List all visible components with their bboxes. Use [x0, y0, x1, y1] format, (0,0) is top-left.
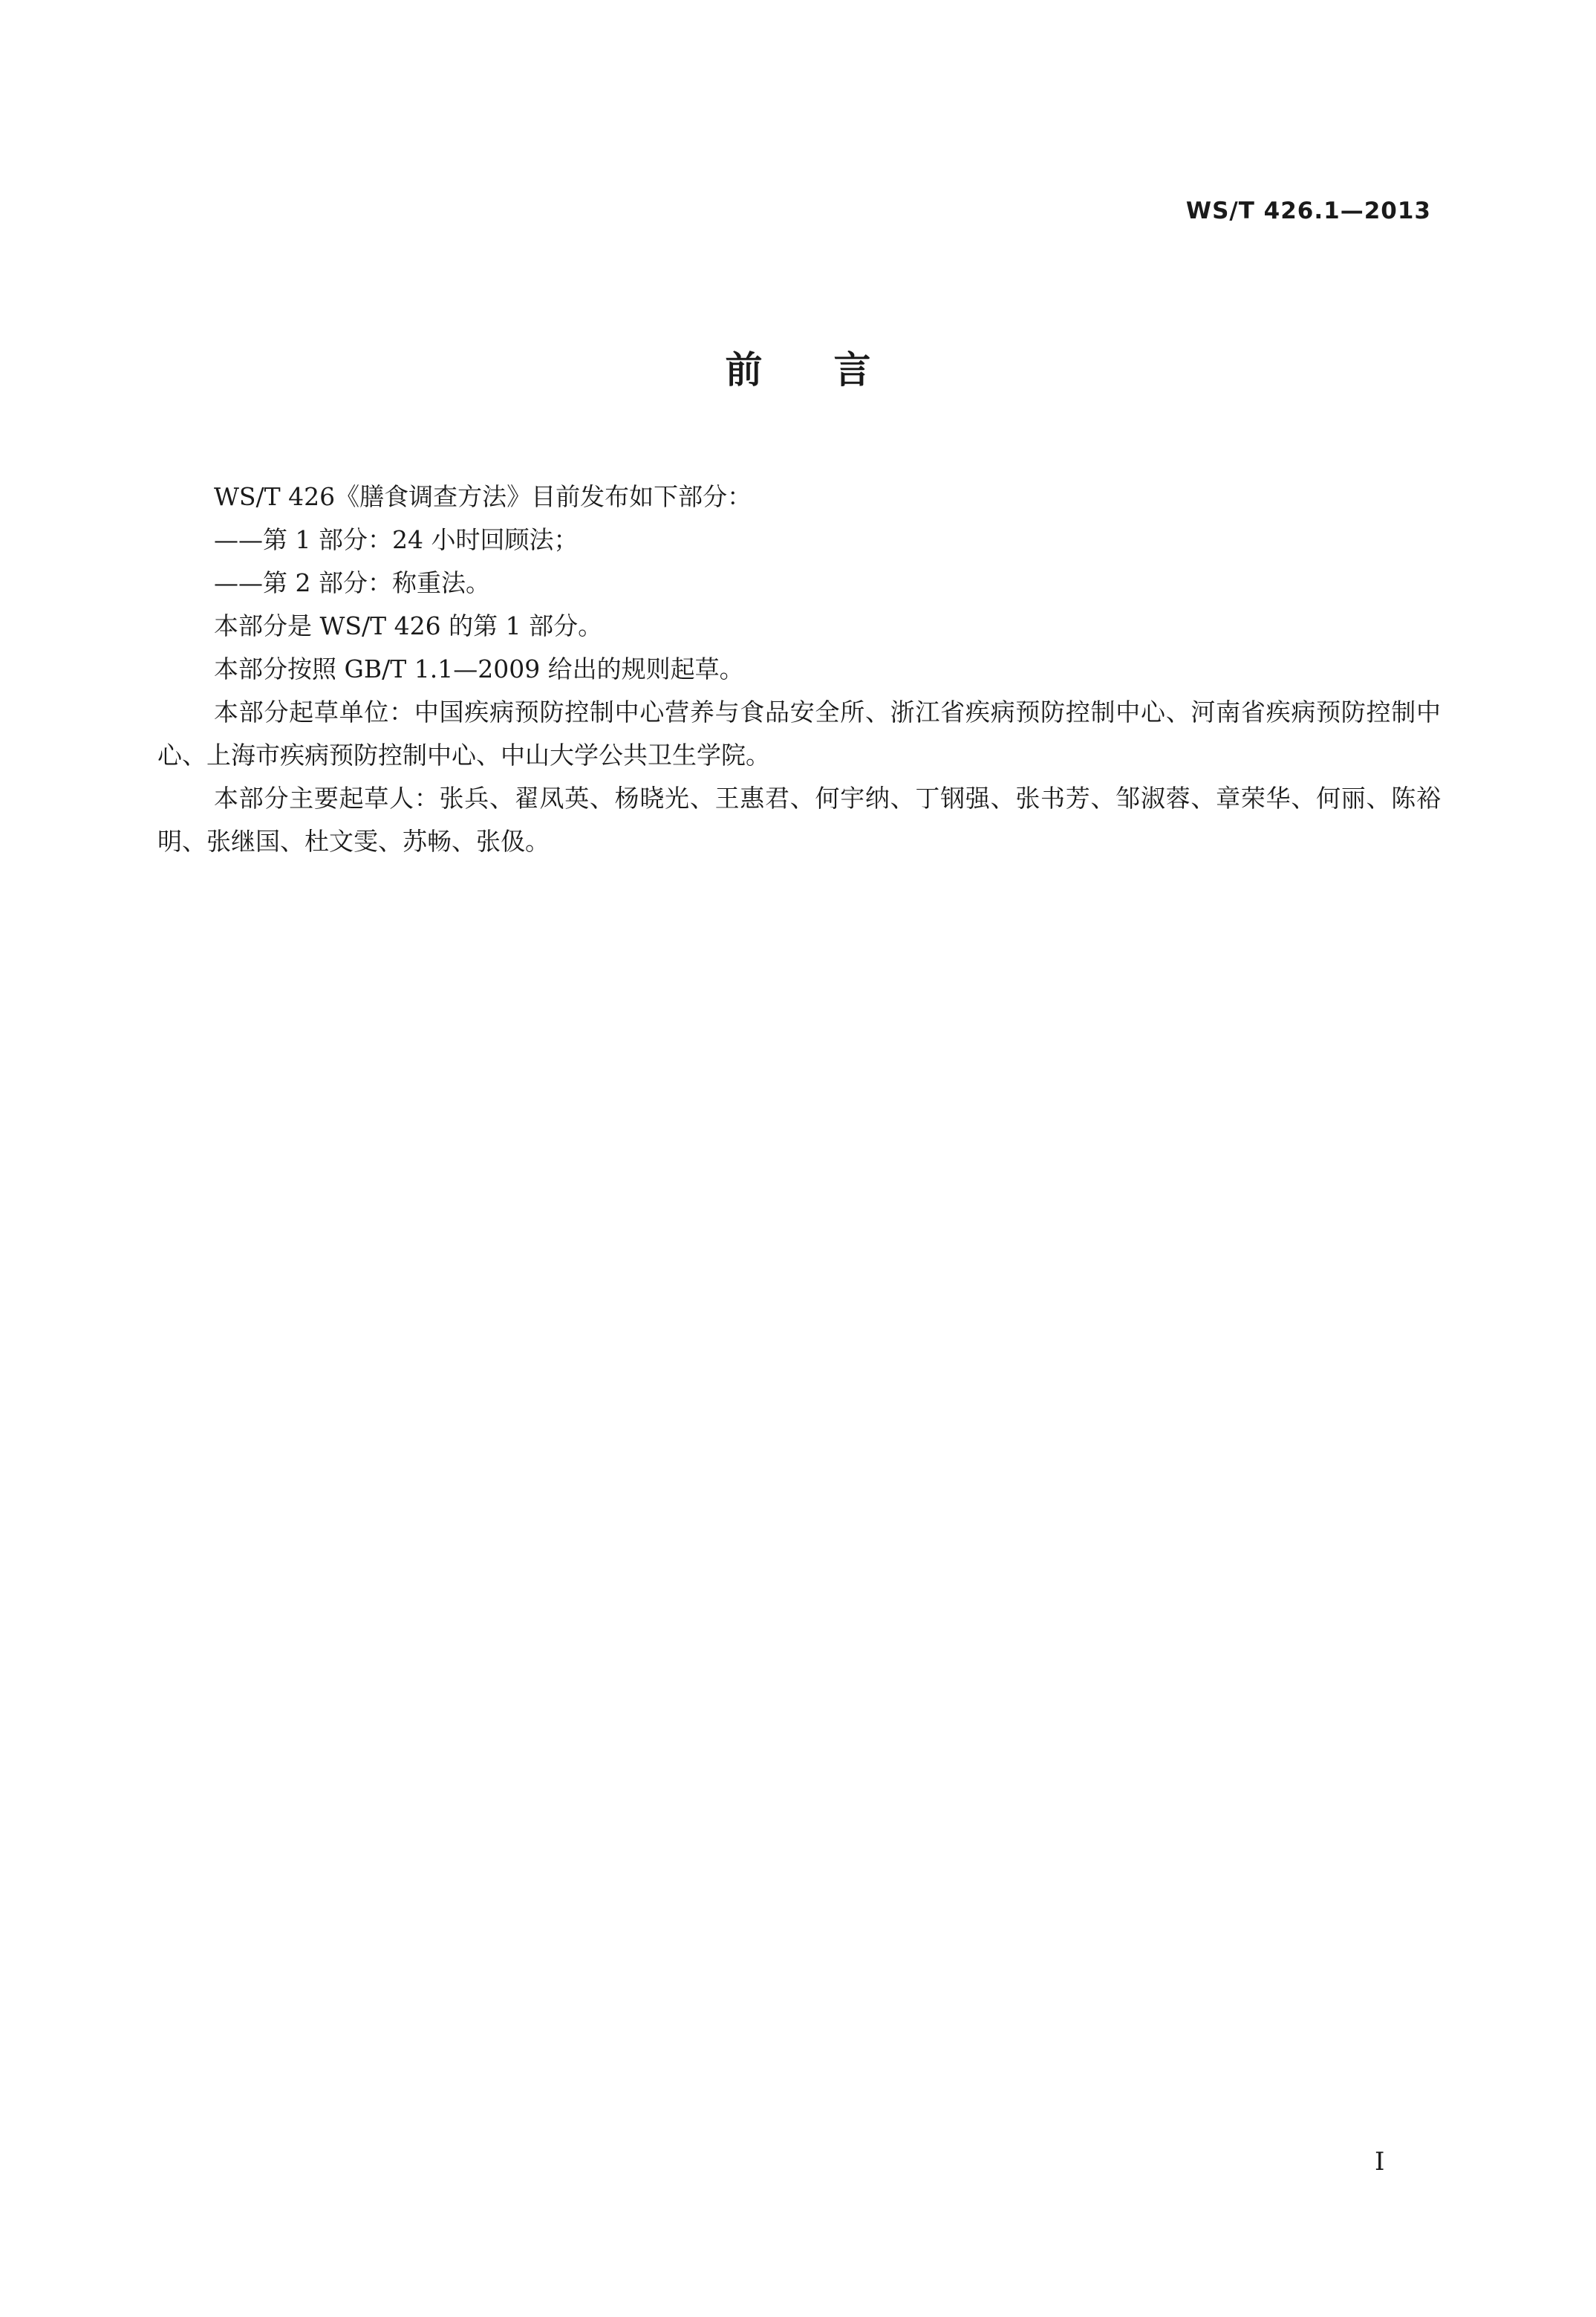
page-title: 前言	[725, 348, 942, 391]
foreword-body	[157, 475, 1441, 863]
paragraph-part-2: ——第 2 部分：称重法。	[214, 568, 490, 597]
paragraph-drafting-units: 本部分起草单位：中国疾病预防控制中心营养与食品安全所、浙江省疾病预防控制中心、河南省疾病预防控制中心、上海市疾病预防控制中心、中山大学公共卫生学院。	[157, 698, 1441, 770]
standard-code: WS/T 426.1—2013	[1185, 198, 1431, 224]
paragraph-parts-intro: WS/T 426《膳食调查方法》目前发布如下部分：	[214, 482, 752, 511]
paragraph-part-1: ——第 1 部分：24 小时回顾法；	[214, 525, 579, 554]
paragraph-drafters: 本部分主要起草人：张兵、翟凤英、杨晓光、王惠君、何宇纳、丁钢强、张书芳、邹淑蓉、章荣华、何丽、陈裕明、张继国、杜文雯、苏畅、张伋。	[157, 784, 1441, 856]
paragraph-this-part: 本部分是 WS/T 426 的第 1 部分。	[214, 611, 603, 640]
paragraph-drafting-rules: 本部分按照 GB/T 1.1—2009 给出的规则起草。	[214, 654, 744, 683]
page-number: I	[1375, 2147, 1385, 2177]
